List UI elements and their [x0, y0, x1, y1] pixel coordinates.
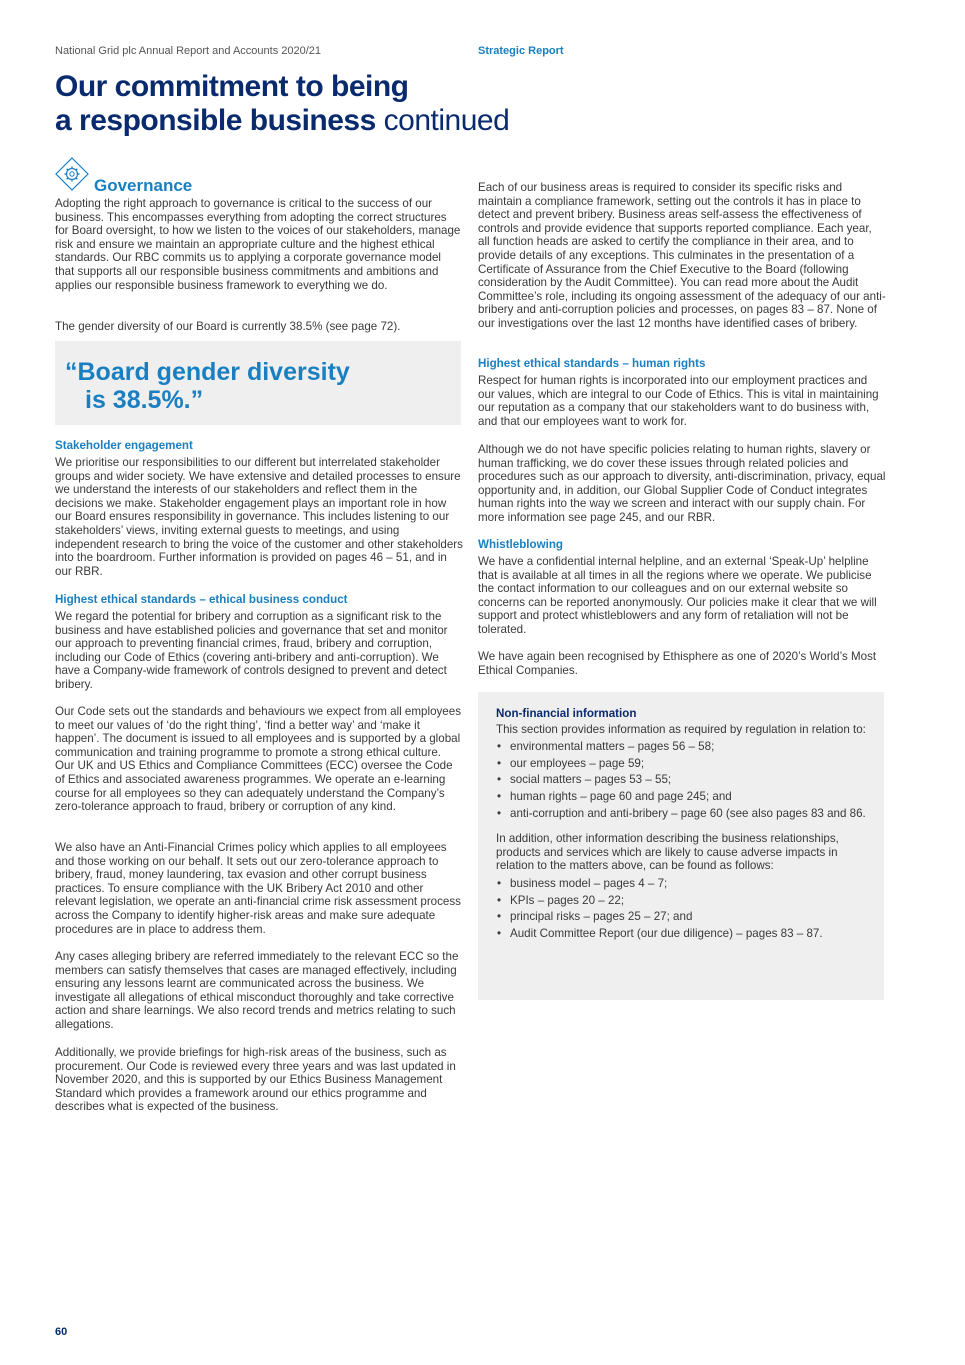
human-rights-heading: Highest ethical standards – human rights — [478, 357, 706, 370]
non-financial-information-box — [478, 692, 884, 1000]
ethical-conduct-paragraph-2: Our Code sets out the standards and behaviours we expect from all employees to meet our values of ‘do the right thing’, ‘find a better way’ and ‘make it happen’. The document is issued to all employees and is supported by a global communication and training programme to promote a strong ethical culture. Our UK and US Ethics and Compliance Committees (ECC) oversee the Code of Ethics and associated awareness programmes. We operate an e-learning course for all employees so they can adequately understand the Company’s zero-tolerance approach to fraud, bribery or corruption of any kind. — [55, 705, 462, 814]
whistleblowing-paragraph-2: We have again been recognised by Ethisphere as one of 2020’s World’s Most Ethical Companies. — [478, 650, 877, 677]
stakeholder-heading: Stakeholder engagement — [55, 439, 193, 452]
list-item: • KPIs – pages 20 – 22; — [497, 893, 625, 907]
page-title — [55, 70, 575, 138]
ethical-conduct-heading: Highest ethical standards – ethical business conduct — [55, 593, 348, 606]
regulation-matters-list — [496, 740, 868, 820]
page-title-continued: continued — [383, 104, 510, 137]
pull-quote — [65, 358, 445, 414]
bullet-icon: • — [497, 806, 502, 820]
section-label: Strategic Report — [478, 45, 564, 57]
ethical-conduct-paragraph-5: Additionally, we provide briefings for high-risk areas of the business, such as procurement. Our Code is reviewed every three years and was last updated in November 2020, and this is supported by our Ethics Business Management Standard which provides a framework around our ethics programme and describes what is expected of the business. — [55, 1046, 456, 1114]
list-item: • business model – pages 4 – 7; — [497, 876, 668, 890]
page-number: 60 — [55, 1326, 68, 1338]
human-rights-paragraph-1: Respect for human rights is incorporated into our employment practices and our values, which are integral to our Code of Ethics. This is vital in maintaining our reputation as a company that our stakeholders want to do business with, and that our employees want to work for. — [478, 374, 879, 428]
document-title: National Grid plc Annual Report and Accounts 2020/21 — [55, 45, 322, 57]
non-financial-information-title: Non-financial information — [496, 707, 637, 720]
whistleblowing-heading: Whistleblowing — [478, 538, 564, 551]
bullet-icon: • — [497, 773, 502, 787]
bribery-controls-paragraph: Each of our business areas is required to consider its specific risks and maintain a compliance framework, setting out the controls it has in place to detect and prevent bribery. Business areas self-assess the effectiveness of controls and provide evidence that supports reported compliance. Each year, all function heads are asked to certify the compliance in their area, and to provide details of any exceptions. This culminates in the presentation of a Certificate of Assurance from the Chief Executive to the Board (following consideration by the Audit Committee). You can read more about the Audit Committee’s role, including its ongoing assessment of the adequacy of our anti-bribery and anti-corruption policies and processes, on pages 83 – 87. None of our investigations over the last 12 months have identified cases of bribery. — [478, 181, 886, 330]
governance-paragraph-2: The gender diversity of our Board is currently 38.5% (see page 72). — [55, 320, 401, 333]
ethical-conduct-paragraph-4: Any cases alleging bribery are referred immediately to the relevant ECC so the members can satisfy themselves that cases are managed effectively, including ensuring any lessons learnt are communicated across the business. We investigate all allegations of ethical misconduct thoroughly and take corrective action and share learnings. We also record trends and metrics relating to such allegations. — [55, 950, 459, 1031]
list-item: • our employees – page 59; — [497, 756, 645, 770]
non-financial-information-middle: In addition, other information describing the business relationships, products and services which are likely to cause adverse impacts in relation to the matters above, can be found as follows: — [496, 832, 839, 873]
non-financial-information-intro: This section provides information as required by regulation in relation to: — [496, 722, 866, 736]
pull-quote-box — [55, 341, 461, 425]
bullet-icon: • — [497, 789, 502, 803]
ethical-conduct-paragraph-1: We regard the potential for bribery and corruption as a significant risk to the business and have established policies and governance that set and monitor our approach to preventing financial crimes, fraud, bribery and corruption, including our Code of Ethics (covering anti-bribery and anti-corruption). We have a Company-wide framework of controls designed to prevent and detect bribery. — [55, 610, 448, 691]
business-information-list — [496, 877, 868, 940]
bullet-icon: • — [497, 910, 502, 924]
governance-heading: Governance — [94, 176, 193, 195]
list-item: • Audit Committee Report (our due diligence) – pages 83 – 87. — [497, 926, 823, 940]
governance-gear-icon — [55, 157, 89, 191]
pull-quote-line2: is 38.5%.” — [85, 386, 204, 414]
list-item: • principal risks – pages 25 – 27; and — [497, 910, 693, 924]
page-title-line2-bold: a responsible business — [55, 104, 376, 137]
bullet-icon: • — [497, 926, 502, 940]
list-item: • anti-corruption and anti-bribery – page 60 (see also pages 83 and 86. — [497, 806, 866, 820]
whistleblowing-paragraph-1: We have a confidential internal helpline, and an external ‘Speak-Up’ helpline that is available at all times in all the regions where we operate. We publicise the contact information to our colleagues and on our external website so concerns can be reported anonymously. Our policies make it clear that we will support and protect whistleblowers and any form of retaliation will not be tolerated. — [478, 555, 877, 636]
bullet-icon: • — [497, 756, 502, 770]
human-rights-paragraph-2: Although we do not have specific policies relating to human rights, slavery or human trafficking, we do cover these issues through related policies and procedures such as our approach to diversity, anti-discrimination, privacy, equal opportunity and, in addition, our Global Supplier Code of Conduct integrates human rights into the way we screen and interact with our supply chain. For more information see page 245, and our RBR. — [478, 443, 886, 524]
page-title-line2 — [55, 104, 575, 138]
bullet-icon: • — [497, 876, 502, 890]
list-item: • human rights – page 60 and page 245; and — [497, 789, 732, 803]
non-financial-information-content — [496, 707, 868, 943]
governance-paragraph-1: Adopting the right approach to governance is critical to the success of our business. This encompasses everything from adopting the correct structures for Board oversight, to how we listen to the voices of our stakeholders, manage risk and ensure we maintain an appropriate culture and the highest ethical standards. Our RBC commits us to applying a corporate governance model that supports all our responsible business commitments and ambitions and applies our responsible business framework to everything we do. — [55, 197, 461, 292]
bullet-icon: • — [497, 740, 502, 754]
bullet-icon: • — [497, 893, 502, 907]
pull-quote-line1: “Board gender diversity — [65, 358, 350, 386]
ethical-conduct-paragraph-3: We also have an Anti-Financial Crimes policy which applies to all employees and those working on our behalf. It sets out our zero-tolerance approach to bribery, fraud, money laundering, tax evasion and other corrupt business practices. To ensure compliance with the UK Bribery Act 2010 and other relevant legislation, we operate an anti-financial crime risk assessment process across the Company to identify higher-risk areas and make sure adequate procedures are in place to address them. — [55, 841, 461, 936]
list-item: • environmental matters – pages 56 – 58; — [497, 740, 715, 754]
stakeholder-paragraph: We prioritise our responsibilities to our different but interrelated stakeholder groups and wider society. We have extensive and detailed processes to ensure we understand the interests of our stakeholders and reflect them in the decisions we make. Stakeholder engagement plays an important role in how our Board ensures responsibility in governance. This includes listening to our stakeholders’ views, inviting external guests to meetings, and using independent research to bring the voice of the customer and other stakeholders into the boardroom. Further information is provided on pages 46 – 51, and in our RBR. — [55, 456, 463, 578]
page-title-line1: Our commitment to being — [55, 70, 409, 103]
list-item: • social matters – pages 53 – 55; — [497, 773, 672, 787]
